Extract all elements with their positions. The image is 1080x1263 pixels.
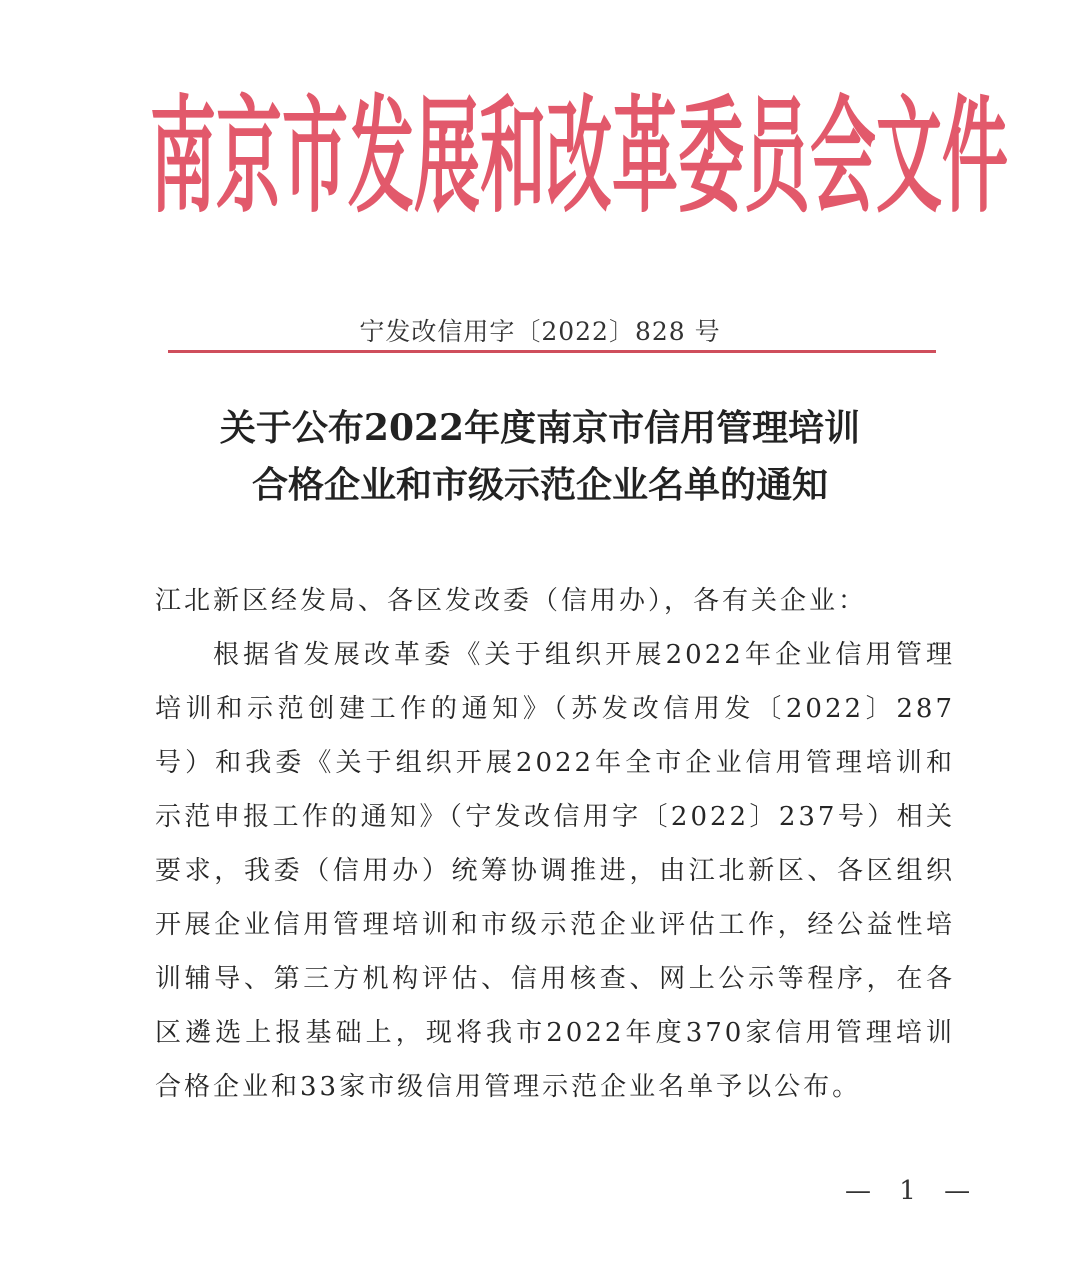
masthead-char: 市	[282, 83, 348, 231]
masthead-char: 展	[414, 83, 480, 231]
masthead-char: 南	[150, 83, 216, 231]
masthead-char: 委	[678, 83, 744, 231]
masthead-title	[150, 83, 1008, 231]
masthead-char: 件	[942, 83, 1008, 231]
page-number: — 1 —	[845, 1176, 981, 1206]
document-title	[0, 400, 1080, 514]
red-divider-rule	[168, 350, 936, 353]
title-line-2: 合格企业和市级示范企业名单的通知	[251, 464, 828, 506]
masthead-char: 改	[546, 83, 612, 231]
masthead-char: 员	[744, 83, 810, 231]
body-paragraph: 根据省发展改革委《关于组织开展2022年企业信用管理培训和示范创建工作的通知》（苏发改信用发〔2022〕287号）和我委《关于组织开展2022年全市企业信用管理培训和示范申报工作的通知》（宁发改信用字〔2022〕237号）相关要求，我委（信用办）统筹协调推进，由江北新区、各区组织开展企业信用管理培训和市级示范企业评估工作，经公益性培训辅导、第三方机构评估、信用核查、网上公示等程序，在各区遴选上报基础上，现将我市2022年度370家信用管理培训合格企业和33家市级信用管理示范企业名单予以公布。	[155, 640, 955, 1102]
document-number: 宁发改信用字〔2022〕828 号	[359, 317, 721, 346]
masthead-char: 和	[480, 83, 546, 231]
masthead-char: 京	[216, 83, 282, 231]
masthead-char: 文	[876, 83, 942, 231]
masthead-char: 发	[348, 83, 414, 231]
addressee: 江北新区经发局、各区发改委（信用办），各有关企业：	[155, 586, 868, 616]
masthead-char: 革	[612, 83, 678, 231]
title-line-1: 关于公布2022年度南京市信用管理培训	[219, 407, 861, 449]
document-body	[155, 574, 955, 1114]
masthead-char: 会	[810, 83, 876, 231]
